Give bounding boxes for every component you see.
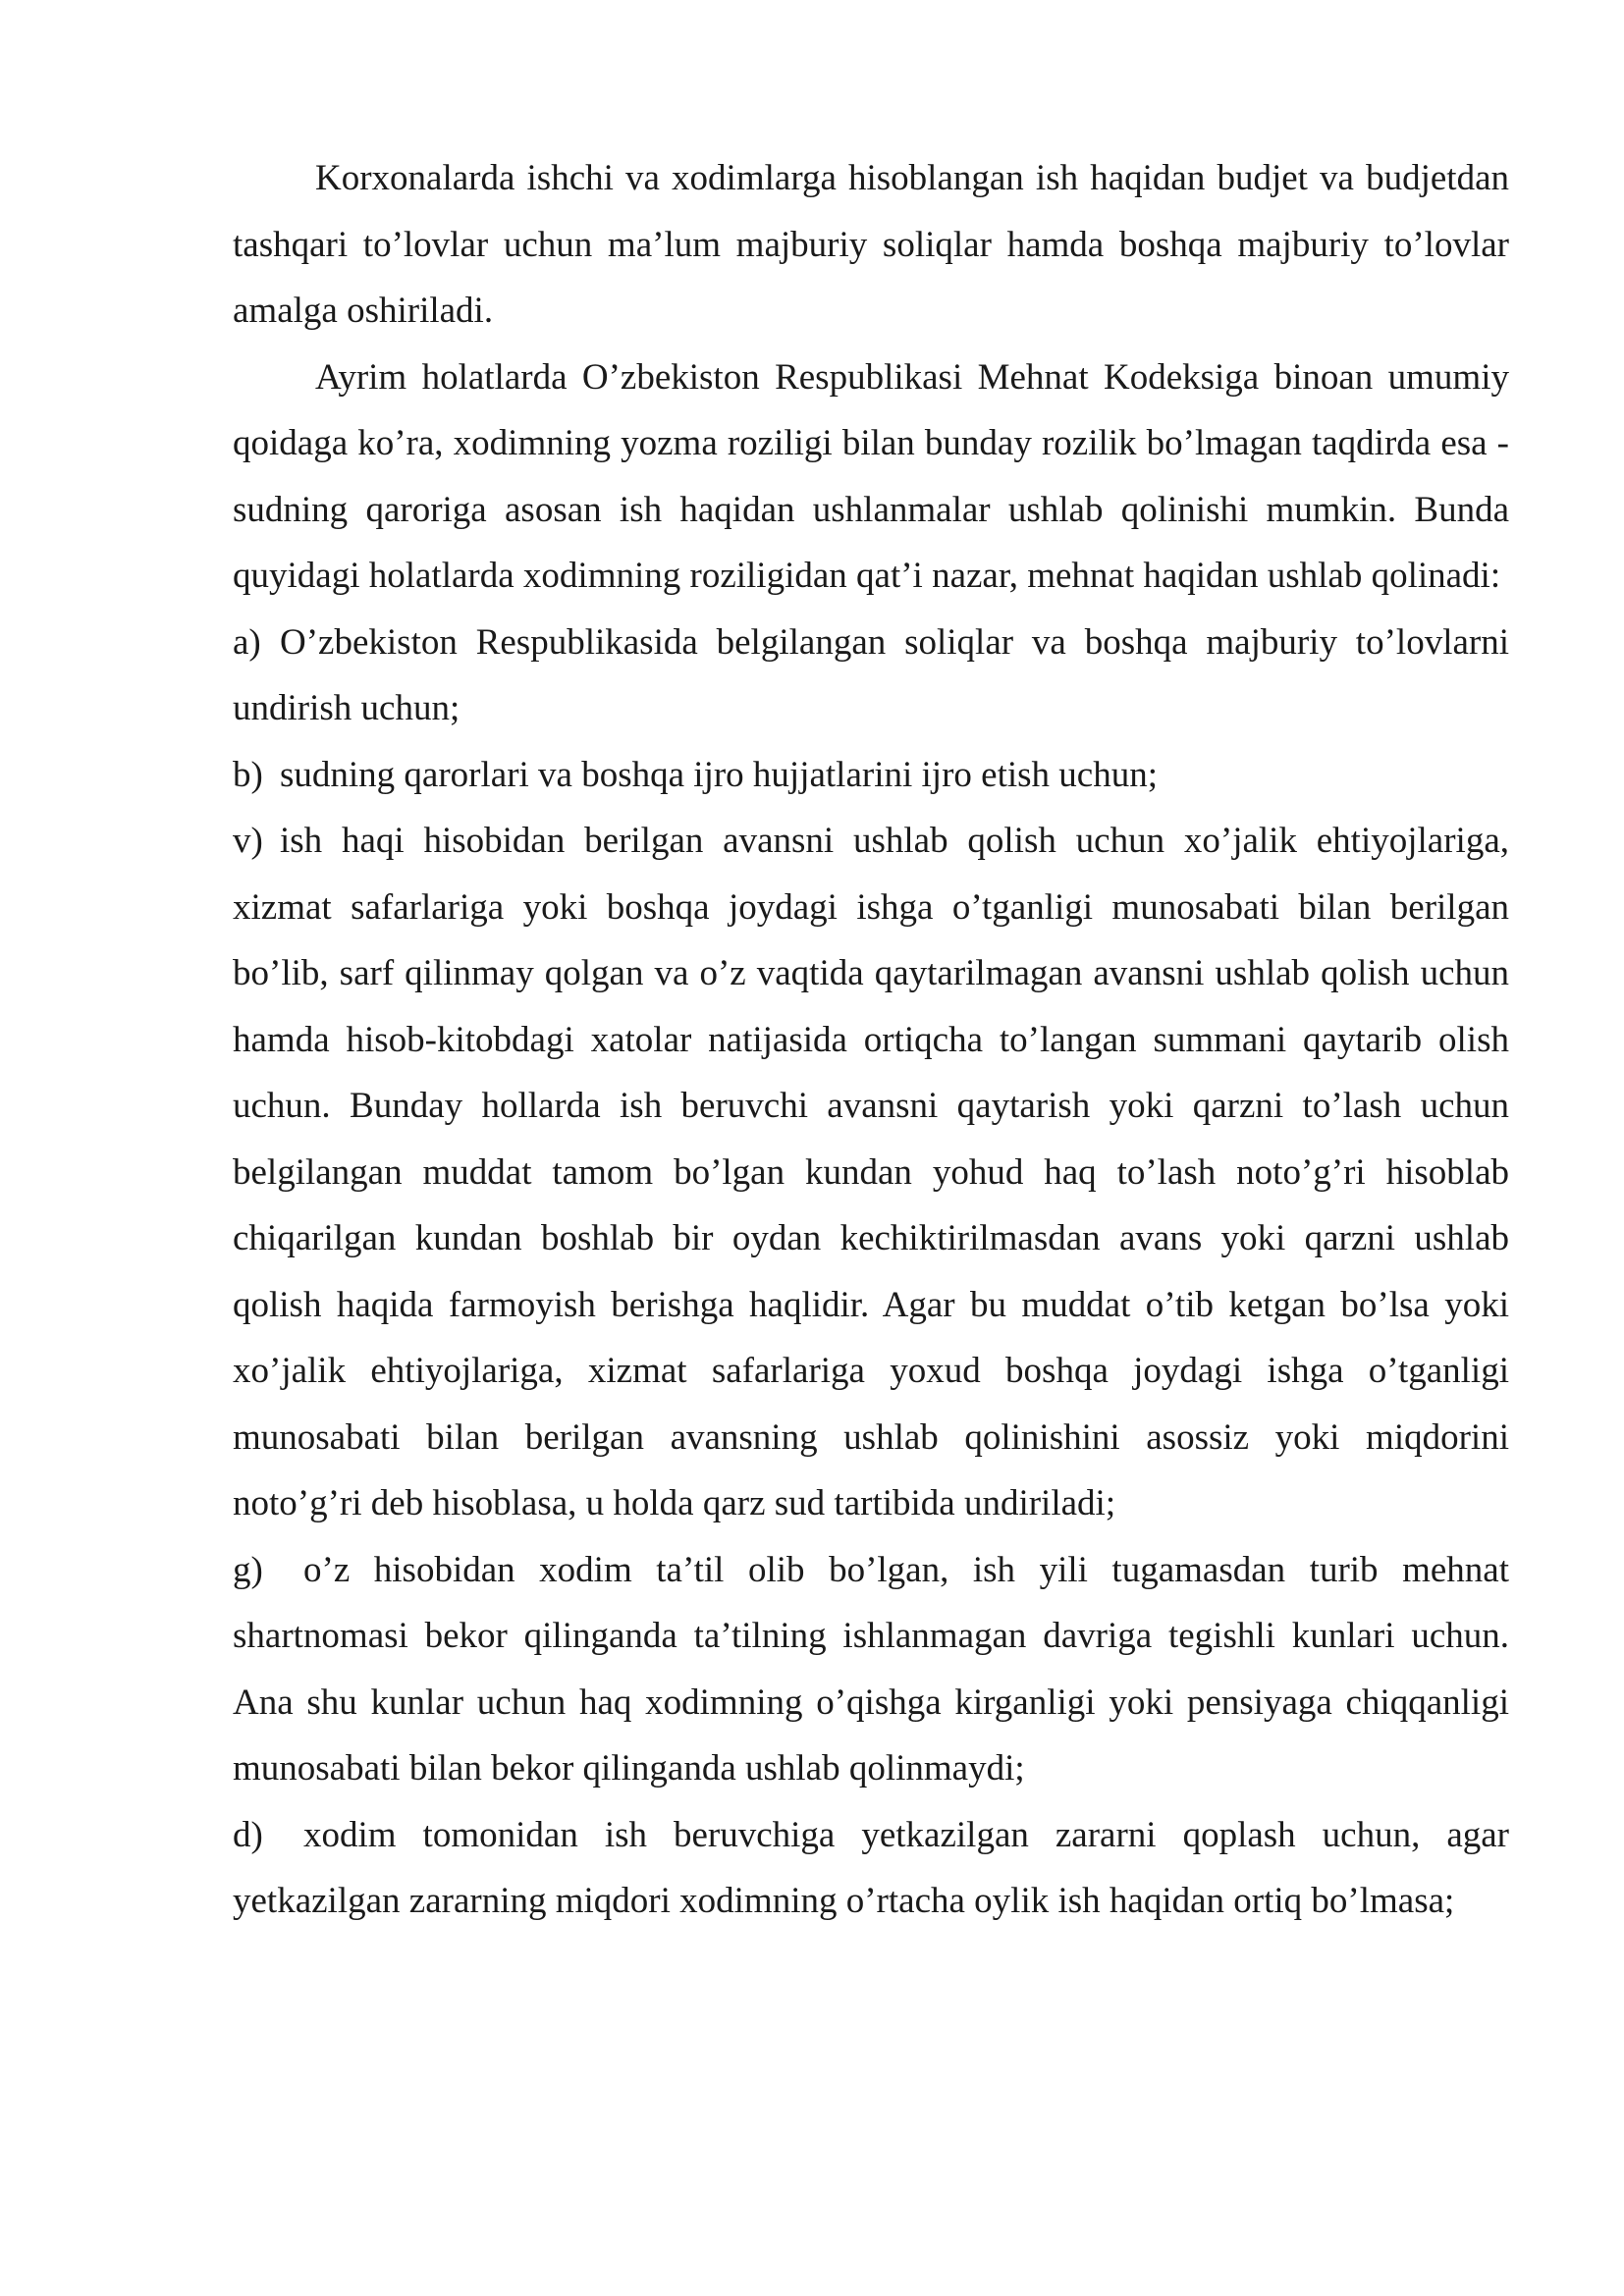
list-item-g: [233, 1537, 1509, 1802]
list-item-d: [233, 1802, 1509, 1935]
list-marker: g): [233, 1549, 263, 1590]
list-marker: b): [233, 754, 263, 795]
list-item-a: [233, 610, 1509, 742]
list-item-b: [233, 742, 1509, 809]
paragraph-deductions: Ayrim holatlarda O’zbekiston Respublikasi Mehnat Kodeksiga binoan umumiy qoidaga ko’ra, xodimning yozma roziligi bilan bunday rozilik bo’lmagan taqdirda esa - sudning qaroriga asosan ish haqidan ushlanmalar ushlab qolinishi mumkin. Bunda quyidagi holatlarda xodimning roziligidan qat’i nazar, mehnat haqidan ushlab qolinadi:: [233, 356, 1509, 596]
list-item-text: o’z hisobidan xodim ta’til olib bo’lgan, ish yili tugamasdan turib mehnat shartnomasi bekor qilinganda ta’tilning ishlanmagan davriga tegishli kunlari uchun. Ana shu kunlar uchun haq xodimning o’qishga kirganligi yoki pensiyaga chiqqanligi munosabati bilan bekor qilinganda ushlab qolinmaydi;: [233, 1549, 1509, 1789]
list-item-text: sudning qarorlari va boshqa ijro hujjatlarini ijro etish uchun;: [280, 754, 1158, 795]
list-item-text: xodim tomonidan ish beruvchiga yetkazilgan zararni qoplash uchun, agar yetkazilgan zararning miqdori xodimning o’rtacha oylik ish haqidan ortiq bo’lmasa;: [233, 1814, 1509, 1921]
document-body: [233, 145, 1509, 1935]
list-item-v: [233, 808, 1509, 1537]
list-item-text: O’zbekiston Respublikasida belgilangan soliqlar va boshqa majburiy to’lovlarni undirish uchun;: [233, 621, 1509, 728]
list-marker: d): [233, 1814, 263, 1855]
list-marker: a): [233, 621, 261, 663]
list-marker: v): [233, 821, 263, 861]
list-item-text: ish haqi hisobidan berilgan avansni ushlab qolish uchun xo’jalik ehtiyojlariga, xizmat safarlariga yoki boshqa joydagi ishga o’tganligi munosabati bilan berilgan bo’lib, sarf qilinmay qolgan va o’z vaqtida qaytarilmagan avansni ushlab qolish uchun hamda hisob-kitobdagi xatolar natijasida ortiqcha to’langan summani qaytarib olish uchun. Bunday hollarda ish beruvchi avansni qaytarish yoki qarzni to’lash uchun belgilangan muddat tamom bo’lgan kundan yohud haq to’lash noto’g’ri hisoblab chiqarilgan kundan boshlab bir oydan kechiktirilmasdan avans yoki qarzni ushlab qolish haqida farmoyish berishga haqlidir. Agar bu muddat o’tib ketgan bo’lsa yoki xo’jalik ehtiyojlariga, xizmat safarlariga yoxud boshqa joydagi ishga o’tganligi munosabati bilan berilgan avansning ushlab qolinishini asossiz yoki miqdorini noto’g’ri deb hisoblasa, u holda qarz sud tartibida undiriladi;: [233, 821, 1509, 1523]
paragraph-intro: Korxonalarda ishchi va xodimlarga hisoblangan ish haqidan budjet va budjetdan tashqari to’lovlar uchun ma’lum majburiy soliqlar hamda boshqa majburiy to’lovlar amalga oshiriladi.: [233, 158, 1509, 331]
